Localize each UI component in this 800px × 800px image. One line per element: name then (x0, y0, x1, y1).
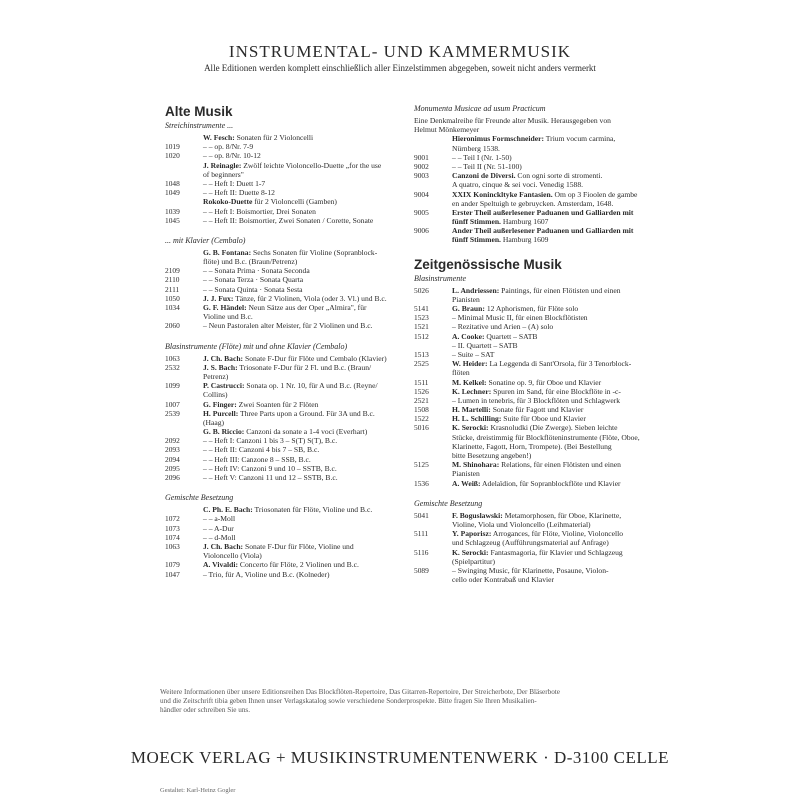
edition-number: 5141 (414, 304, 429, 314)
list-item (414, 451, 654, 460)
list-item (165, 142, 400, 151)
edition-number: 5016 (414, 423, 429, 433)
entry-text: M. Shinohara: Relations, für einen Flötisten und einen (452, 460, 621, 470)
entry-text: J. Ch. Bach: Sonate F-Dur für Flöte, Violine und (203, 541, 354, 551)
edition-number: 1049 (165, 188, 180, 198)
entry-text: Violoncello (Viola) (203, 551, 262, 561)
list-item (414, 295, 654, 304)
entry-text: – – Heft II: Canzoni 4 bis 7 – SB, B.c. (203, 445, 320, 455)
edition-number: 5026 (414, 285, 429, 295)
entry-text: Violine und B.c. (203, 312, 253, 322)
entry-text: – Suite – SAT (452, 349, 495, 359)
list-item (165, 354, 400, 363)
entry-text: – – d-Moll (203, 532, 236, 542)
entry-text: – – op. 8/Nr. 10-12 (203, 151, 261, 161)
entry-text: – – Sonata Terza · Sonata Quarta (203, 275, 304, 285)
category-heading: Gemischte Besetzung (165, 493, 234, 503)
edition-number: 1020 (165, 151, 180, 161)
entry-text: – – Heft V: Canzoni 11 und 12 – SSTB, B.c. (203, 473, 338, 482)
edition-number: 2093 (165, 445, 180, 455)
category-heading: Gemischte Besetzung (414, 498, 483, 508)
list-item (414, 171, 654, 180)
entry-text: H. L. Schilling: Suite für Oboe und Klavier (452, 414, 586, 424)
edition-number: 9004 (414, 189, 429, 199)
entry-text: F. Boguslawski: Metamorphosen, für Oboe, Klarinette, (452, 510, 622, 520)
entry-text: W. Fesch: Sonaten für 2 Violoncelli (203, 133, 314, 142)
list-item (165, 570, 400, 579)
entry-list (414, 286, 654, 488)
entry-text: Nürnberg 1538. (452, 143, 500, 153)
list-item (414, 460, 654, 469)
list-item (414, 368, 654, 377)
edition-number: 1045 (165, 215, 180, 225)
publisher-line: MOECK VERLAG + MUSIKINSTRUMENTENWERK · D-3100 CELLE (130, 748, 670, 767)
edition-number: 2532 (165, 362, 180, 372)
entry-text: – – Sonata Quinta · Sonata Sesta (203, 284, 303, 294)
list-item (165, 275, 400, 284)
edition-number: 2094 (165, 454, 180, 464)
list-item (414, 479, 654, 488)
entry-text: G. B. Fontana: Sechs Sonaten für Violine (Sopranblock- (203, 247, 378, 257)
entry-text: fünff Stimmen. Hamburg 1607 (452, 217, 549, 227)
list-item (165, 188, 400, 197)
list-item (414, 396, 654, 405)
entry-text: – – Teil II (Nr. 51-100) (452, 161, 522, 171)
entry-text: bitte Besetzung angeben!) (452, 451, 532, 461)
list-item (165, 133, 400, 142)
list-item (165, 542, 400, 551)
category-monumenta: Monumenta Musicae ad usum Practicum (414, 104, 546, 113)
entry-text: W. Heider: La Leggenda di Sant'Orsola, für 3 Tenorblock- (452, 359, 632, 369)
entry-text: J. J. Fux: Tänze, für 2 Violinen, Viola (oder 3. Vl.) und B.c. (203, 293, 387, 303)
entry-text: A. Vivaldi: Concerto für Flöte, 2 Violinen und B.c. (203, 560, 359, 570)
category-heading: Blasinstrumente (414, 273, 466, 283)
list-item (414, 520, 654, 529)
list-item (414, 322, 654, 331)
edition-number: 2111 (165, 284, 180, 294)
list-item (414, 199, 654, 208)
entry-list (165, 248, 400, 331)
list-item (165, 170, 400, 179)
list-item (165, 179, 400, 188)
entry-text: – – Heft I: Duett 1-7 (203, 178, 266, 188)
entry-text: Klarinette, Fagott, Horn, Trompete). (Bei Bestellung (452, 441, 612, 451)
entry-text: – – Heft II: Boismortier, Zwei Sonaten / Corette, Sonate (203, 215, 374, 225)
entry-text: J. S. Bach: Triosonate F-Dur für 2 Fl. und B.c. (Braun/ (203, 362, 372, 372)
list-item (165, 248, 400, 257)
entry-text: – – Heft IV: Canzoni 9 und 10 – SSTB, B.c. (203, 463, 337, 473)
edition-number: 5111 (414, 529, 429, 539)
entry-text: K. Serocki: Krasnoludki (Die Zwerge). Sieben leichte (452, 423, 618, 433)
entry-text: Petrenz) (203, 371, 229, 381)
edition-number: 9003 (414, 171, 429, 181)
edition-number: 5041 (414, 510, 429, 520)
edition-number: 2092 (165, 436, 180, 446)
edition-number: 1536 (414, 478, 429, 488)
left-groups (165, 121, 400, 579)
list-item (414, 235, 654, 244)
edition-number: 1063 (165, 353, 180, 363)
entry-text: – – a-Moll (203, 514, 236, 524)
entry-text: A quatro, cinque & sei voci. Venedig 1588. (452, 180, 584, 190)
list-item (165, 464, 400, 473)
page-title: INSTRUMENTAL- UND KAMMERMUSIK (228, 42, 572, 61)
list-item (165, 161, 400, 170)
edition-number: 1521 (414, 322, 429, 332)
entry-text: – – A-Dur (203, 523, 234, 533)
entry-text: – Rezitative und Arien – (A) solo (452, 322, 554, 332)
entry-text: G. Finger: Zwei Soanten für 2 Flöten (203, 399, 319, 409)
list-item (165, 303, 400, 312)
entry-text: – – Heft II: Duette 8-12 (203, 188, 275, 198)
list-item (165, 312, 400, 321)
edition-number: 2539 (165, 408, 180, 418)
entry-text: Ander Theil außerlesener Paduanen und Galliarden mit (452, 226, 634, 236)
list-item (165, 436, 400, 445)
list-item (165, 257, 400, 266)
info-line-2: und die Zeitschrift tibia geben Ihnen unser Verlagskatalog sowie verschiedene Sonderprospekte. Bitte fragen Sie Ihren Musikalien- (160, 697, 537, 705)
edition-number: 5089 (414, 565, 429, 575)
list-item (414, 162, 654, 171)
category-heading: Streichinstrumente ... (165, 121, 234, 130)
edition-number: 1513 (414, 349, 429, 359)
list-item (165, 473, 400, 482)
edition-number: 1099 (165, 381, 180, 391)
list-item (165, 445, 400, 454)
edition-number: 1019 (165, 142, 180, 152)
entry-text: – – Teil I (Nr. 1-50) (452, 152, 512, 162)
list-item (414, 405, 654, 414)
entry-text: – Neun Pastoralen alter Meister, für 2 Violinen und B.c. (203, 321, 373, 331)
edition-number: 1007 (165, 399, 180, 409)
list-item (165, 216, 400, 225)
entry-text: – – Heft III: Canzone 8 – SSB, B.c. (203, 454, 311, 464)
list-item (165, 533, 400, 542)
entry-text: – – Sonata Prima · Sonata Seconda (203, 266, 310, 276)
entry-text: cello oder Kontrabaß und Klavier (452, 575, 555, 585)
category-heading: Blasinstrumente (Flöte) mit und ohne Klavier (Cembalo) (165, 341, 348, 351)
entry-text: G. F. Händel: Neun Sätze aus der Oper „Almira", für (203, 303, 367, 312)
edition-number: 1050 (165, 293, 180, 303)
list-item (414, 313, 654, 322)
entry-text: Rokoko-Duette für 2 Violoncelli (Gamben) (203, 197, 337, 207)
monumenta-intro-2: Helmut Mönkemeyer (414, 125, 480, 135)
list-item (165, 294, 400, 303)
entry-list (165, 354, 400, 483)
edition-number: 1063 (165, 541, 180, 551)
entry-text: Y. Paporisz: Arrogances, für Flöte, Violine, Violoncello (452, 529, 624, 539)
list-item (165, 409, 400, 418)
entry-text: P. Castrucci: Sonata op. 1 Nr. 10, für A und B.c. (Reyne/ (203, 381, 378, 391)
edition-number: 1079 (165, 560, 180, 570)
list-item (165, 151, 400, 160)
section-title-alte-musik: Alte Musik (165, 104, 233, 119)
entry-text: Violine, Viola und Violoncello (Leihmaterial) (452, 519, 591, 529)
info-line-3: händler oder schreiben Sie uns. (160, 706, 251, 714)
entry-text: Pianisten (452, 469, 480, 479)
entry-text: – – Heft I: Boismortier, Drei Sonaten (203, 206, 316, 216)
entry-text: Stücke, dreistimmig für Blockflöteninstrumente (Flöte, Oboe, (452, 432, 640, 442)
list-item (165, 505, 400, 514)
section-title-zeitgenoessische: Zeitgenössische Musik (414, 256, 562, 272)
left-column (165, 104, 400, 579)
list-item (165, 560, 400, 569)
list-item (414, 350, 654, 359)
edition-number: 1048 (165, 178, 180, 188)
edition-number: 1034 (165, 303, 180, 312)
list-item (414, 341, 654, 350)
entry-text: H. Purcell: Three Parts upon a Ground. Für 3A und B.c. (203, 408, 375, 418)
edition-number: 2095 (165, 463, 180, 473)
entry-text: Collins) (203, 390, 228, 400)
credit-line: Gestaltet: Karl-Heinz Gogler (160, 787, 236, 794)
edition-number: 2096 (165, 473, 180, 482)
list-item (165, 372, 400, 381)
list-item (165, 363, 400, 372)
entry-text: Erster Theil außerlesener Paduanen und Galliarden mit (452, 207, 634, 217)
entry-text: A. Cooke: Quartett – SATB (452, 331, 538, 341)
entry-text: und Schlagzeug (Aufführungsmaterial auf Anfrage) (452, 538, 609, 548)
entry-text: Canzoni de Diversi. Con ogni sorte di stromenti. (452, 171, 603, 181)
list-item (165, 551, 400, 560)
entry-text: – Trio, für A, Violine und B.c. (Kolneder) (203, 569, 330, 579)
list-item (414, 378, 654, 387)
list-item (414, 566, 654, 575)
list-item (165, 321, 400, 330)
entry-text: (Haag) (203, 417, 225, 427)
list-item (165, 514, 400, 523)
right-groups (414, 274, 654, 585)
edition-number: 2521 (414, 395, 429, 405)
entry-list (165, 133, 400, 225)
entry-text: – Minimal Music II, für einen Blockflötisten (452, 313, 588, 323)
edition-number: 1512 (414, 331, 429, 341)
list-item (165, 400, 400, 409)
list-item (414, 134, 654, 143)
list-item (165, 207, 400, 216)
edition-number: 1074 (165, 532, 180, 542)
edition-number: 1526 (414, 386, 429, 396)
list-item (414, 433, 654, 442)
list-item (414, 180, 654, 189)
edition-number: 1047 (165, 569, 180, 579)
entry-text: Hieronimus Formschneider: Trium vocum carmina, (452, 134, 616, 144)
entry-text: – – op. 8/Nr. 7-9 (203, 142, 254, 152)
entry-text: C. Ph. E. Bach: Triosonaten für Flöte, Violine und B.c. (203, 505, 373, 515)
list-item (165, 381, 400, 390)
list-item (414, 332, 654, 341)
list-item (414, 359, 654, 368)
edition-number: 1039 (165, 206, 180, 216)
list-item (165, 418, 400, 427)
list-item (414, 538, 654, 547)
edition-number: 2110 (165, 275, 180, 285)
list-item (414, 217, 654, 226)
list-item (414, 423, 654, 432)
list-item (414, 387, 654, 396)
entry-text: flöten (452, 368, 470, 378)
entry-text: (Spielpartitur) (452, 556, 496, 566)
entry-text: – – Heft I: Canzoni 1 bis 3 – S(T) S(T), B.c. (203, 436, 338, 446)
list-item (414, 548, 654, 557)
list-item (414, 153, 654, 162)
edition-number: 9001 (414, 152, 429, 162)
list-item (165, 285, 400, 294)
list-item (414, 557, 654, 566)
category-heading: ... mit Klavier (Cembalo) (165, 235, 246, 245)
right-column (414, 104, 654, 584)
list-item (165, 427, 400, 436)
list-item (165, 266, 400, 275)
entry-text: K. Serocki: Fantasmagoria, für Klavier und Schlagzeug (452, 547, 623, 557)
list-item (414, 414, 654, 423)
edition-number: 9005 (414, 207, 429, 217)
edition-number: 2060 (165, 321, 180, 331)
entry-text: G. B. Riccio: Canzoni da sonate a 1-4 voci (Everhart) (203, 427, 368, 437)
list-item (414, 208, 654, 217)
entry-text: – Swinging Music, für Klarinette, Posaune, Violon- (452, 565, 609, 575)
list-item (165, 197, 400, 206)
edition-number: 9006 (414, 226, 429, 236)
list-item (414, 226, 654, 235)
list-item (414, 286, 654, 295)
list-item (414, 190, 654, 199)
entry-text: – Lumen in tenebris, für 3 Blockflöten und Schlagwerk (452, 395, 621, 405)
entry-text: G. Braun: 12 Aphorismen, für Flöte solo (452, 304, 579, 314)
edition-number: 1072 (165, 514, 180, 524)
list-item (165, 390, 400, 399)
edition-number: 1511 (414, 377, 429, 387)
edition-number: 1073 (165, 523, 180, 533)
list-item (165, 455, 400, 464)
entry-text: J. Ch. Bach: Sonate F-Dur für Flöte und Cembalo (Klavier) (203, 353, 387, 363)
edition-number: 1523 (414, 313, 429, 323)
entry-text: flöte) und B.c. (Braun/Petrenz) (203, 257, 298, 267)
info-line-1: Weitere Informationen über unsere Editionsreihen Das Blockflöten-Repertoire, Das Gitarren-Repertoire, Der Streicherbote, Der Bläserbote (160, 688, 560, 696)
entry-text: K. Lechner: Spuren im Sand, für eine Blockflöte in -c- (452, 386, 621, 396)
entry-text: of beginners" (203, 169, 244, 179)
entry-text: A. Weiß: Adelaïdion, für Sopranblockflöte und Klavier (452, 478, 621, 488)
entry-text: en ander Speltuigh te gebruycken. Amsterdam, 1648. (452, 198, 614, 208)
monumenta-intro-1: Eine Denkmalreihe für Freunde alter Musik. Herausgegeben von (414, 116, 611, 125)
page-subtitle: Alle Editionen werden komplett einschließlich aller Einzelstimmen abgegeben, soweit nicht anders vermerkt (204, 63, 596, 73)
entry-text: M. Kelkel: Sonatine op. 9, für Oboe und Klavier (452, 377, 602, 387)
edition-number: 9002 (414, 161, 429, 171)
entry-text: H. Martelli: Sonate für Fagott und Klavier (452, 405, 584, 415)
list-item (165, 524, 400, 533)
list-item (414, 469, 654, 478)
entry-list (414, 511, 654, 585)
edition-number: 5116 (414, 547, 429, 557)
entry-text: XXIX Koninckltyke Fantasien. Om op 3 Fioolen de gambe (452, 189, 638, 199)
entry-text: J. Reinagle: Zwölf leichte Violoncello-Duette „for the use (203, 160, 382, 170)
list-item (414, 304, 654, 313)
entry-list (165, 505, 400, 579)
entry-text: Pianisten (452, 294, 480, 304)
list-item (414, 144, 654, 153)
edition-number: 1508 (414, 405, 429, 415)
edition-number: 2109 (165, 266, 180, 276)
edition-number: 2525 (414, 359, 429, 369)
edition-number: 5125 (414, 460, 429, 470)
monumenta-list (414, 134, 654, 244)
list-item (414, 529, 654, 538)
list-item (414, 442, 654, 451)
entry-text: – II. Quartett – SATB (452, 340, 518, 350)
list-item (414, 511, 654, 520)
entry-text: fünff Stimmen. Hamburg 1609 (452, 235, 549, 245)
list-item (414, 575, 654, 584)
edition-number: 1522 (414, 414, 429, 424)
entry-text: L. Andriessen: Paintings, für einen Flötisten und einen (452, 285, 621, 295)
